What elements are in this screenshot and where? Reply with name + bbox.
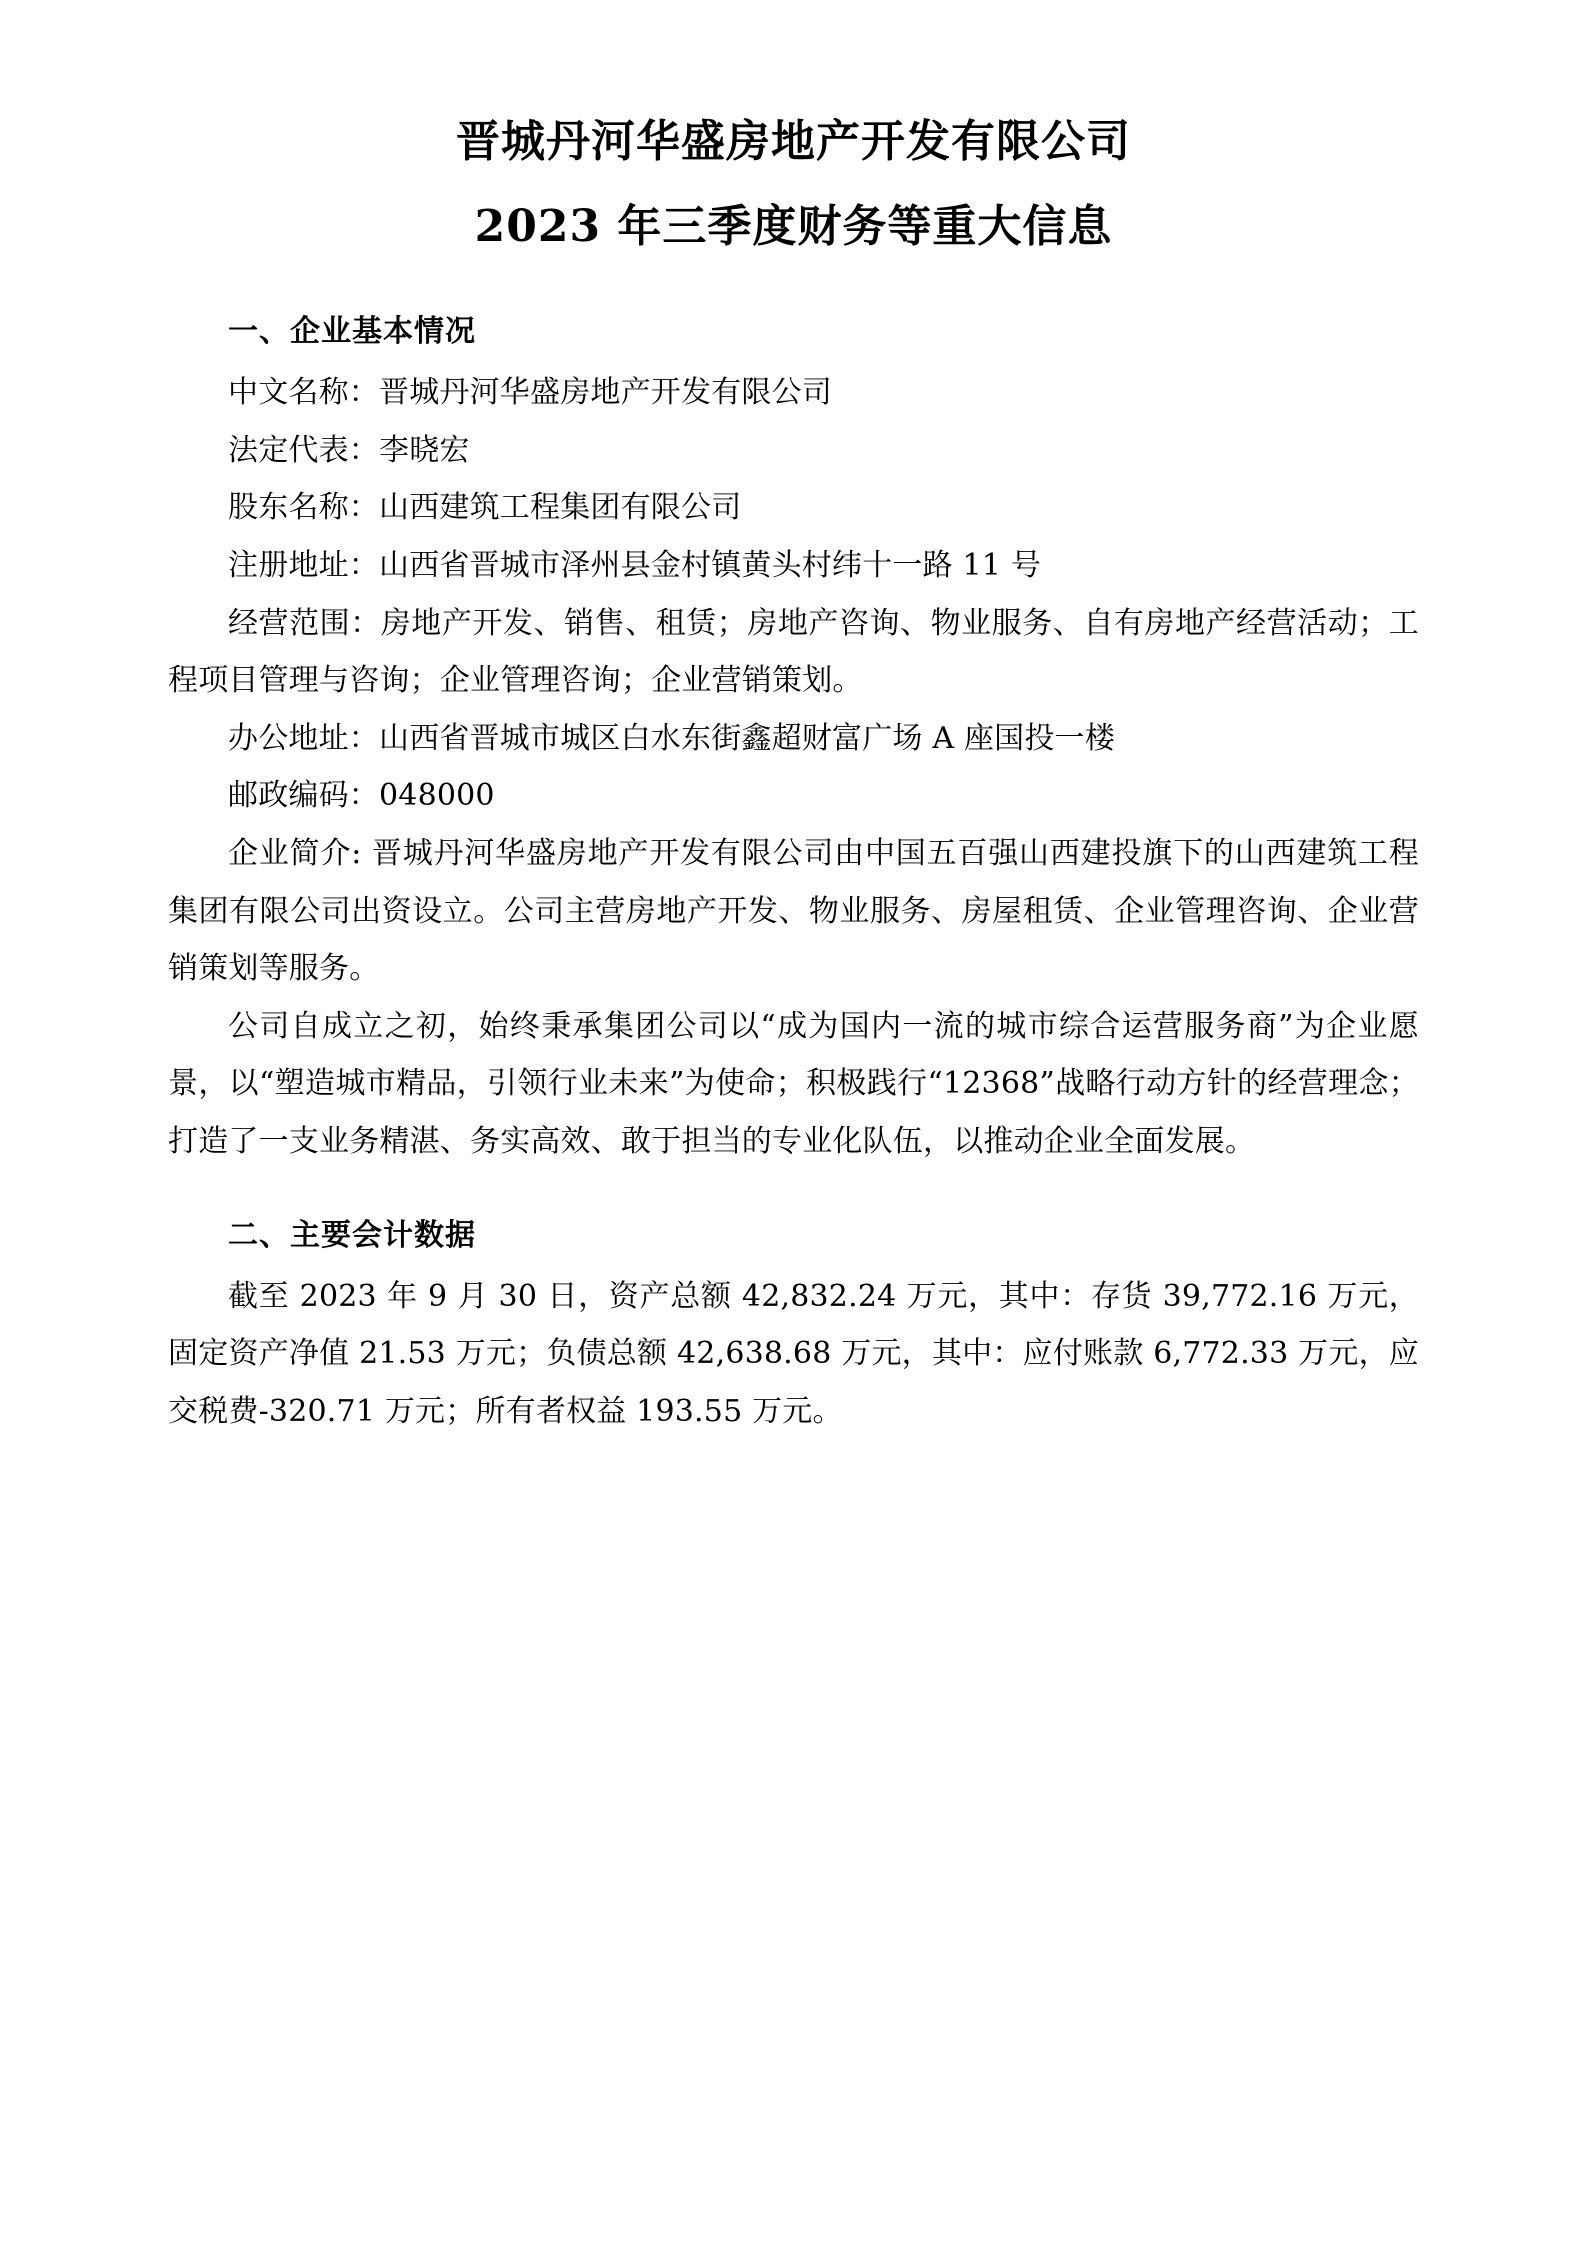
section-heading-1: 一、企业基本情况: [228, 314, 476, 350]
paragraph-accounting-summary: 截至 2023 年 9 月 30 日，资产总额 42,832.24 万元，其中：存货 39,772.16 万元，固定资产净值 21.53 万元；负债总额 42,638.68 万元，其中：应付账款 6,772.33 万元，应交税费-320.71 万元；所有者权益 193.55 万元。: [168, 1278, 1419, 1429]
paragraph-company-vision: 公司自成立之初，始终秉承集团公司以“成为国内一流的城市综合运营服务商”为企业愿景，以“塑造城市精品，引领行业未来”为使命；积极践行“12368”战略行动方针的经营理念；打造了一支业务精湛、务实高效、敢于担当的专业化队伍，以推动企业全面发展。: [168, 1008, 1419, 1159]
section-company-overview: [168, 303, 1419, 1170]
field-business-scope: 经营范围：房地产开发、销售、租赁；房地产咨询、物业服务、自有房地产经营活动；工程项目管理与咨询；企业管理咨询；企业营销策划。: [168, 605, 1419, 699]
field-office-address: 办公地址：山西省晋城市城区白水东街鑫超财富广场 A 座国投一楼: [228, 720, 1115, 756]
field-shareholder-name: 股东名称：山西建筑工程集团有限公司: [228, 490, 742, 526]
section-key-accounting-data: [168, 1207, 1419, 1441]
section-heading-2: 二、主要会计数据: [228, 1217, 476, 1253]
field-registered-address: 注册地址：山西省晋城市泽州县金村镇黄头村纬十一路 11 号: [228, 547, 1042, 583]
field-postal-code: 邮政编码：048000: [228, 778, 495, 814]
field-company-profile: 企业简介: 晋城丹河华盛房地产开发有限公司由中国五百强山西建投旗下的山西建筑工程集团有限公司出资设立。公司主营房地产开发、物业服务、房屋租赁、企业管理咨询、企业营销策划等服务。: [168, 835, 1419, 987]
page-title-line-2: 2023 年三季度财务等重大信息: [474, 200, 1113, 252]
field-legal-representative: 法定代表：李晓宏: [228, 432, 470, 468]
field-chinese-name: 中文名称：晋城丹河华盛房地产开发有限公司: [228, 375, 832, 411]
document-title-block: [168, 106, 1419, 263]
page-title-line-1: 晋城丹河华盛房地产开发有限公司: [456, 116, 1131, 167]
document-body: [168, 303, 1419, 1440]
